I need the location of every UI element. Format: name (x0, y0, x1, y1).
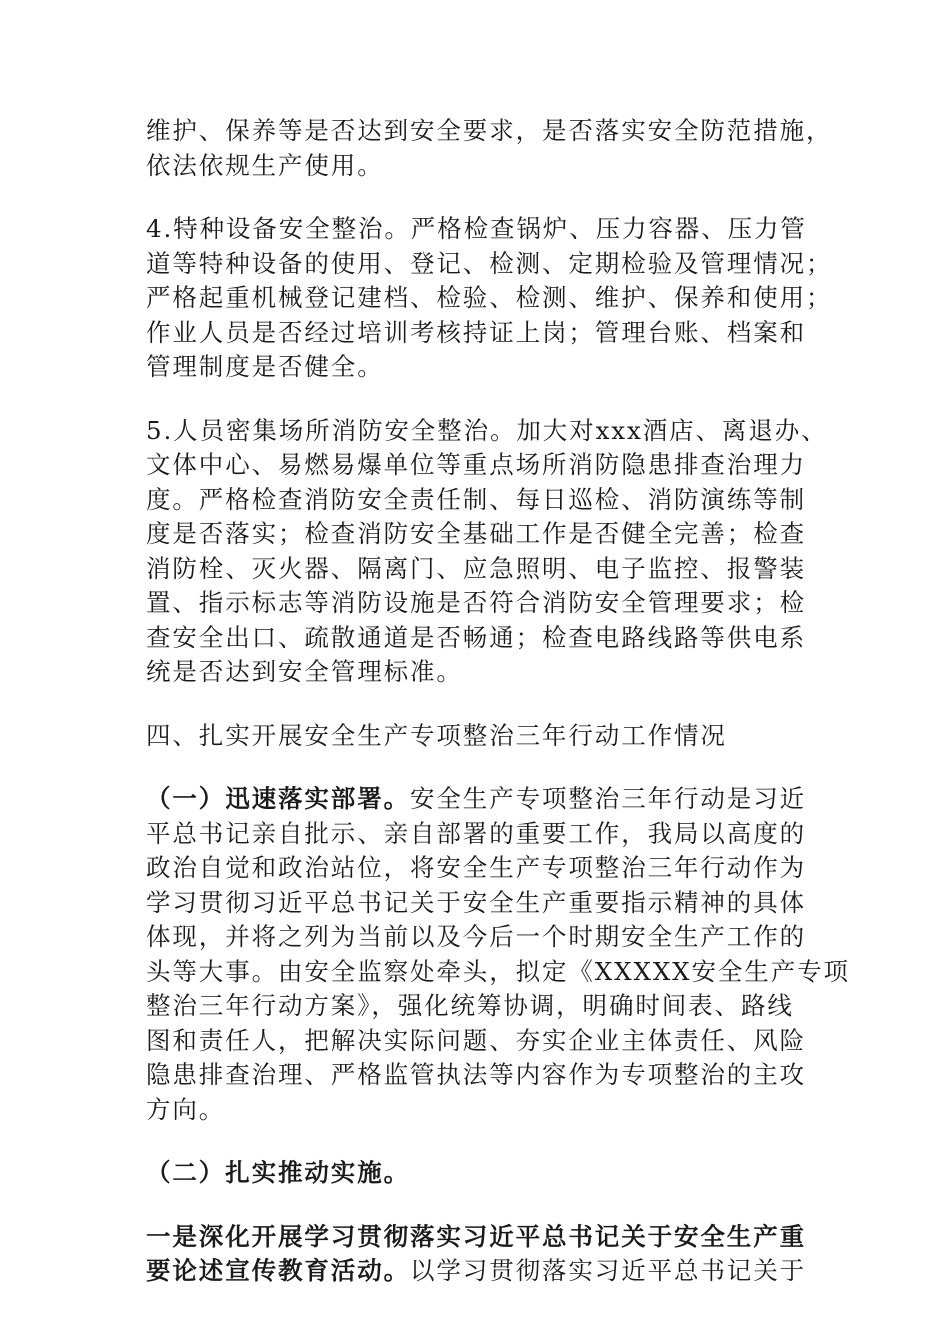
bold-heading: （二）扎实推动实施。 (146, 1158, 410, 1187)
section-heading-four (146, 719, 806, 754)
text-line: 四、扎实开展安全生产专项整治三年行动工作情况 (146, 720, 727, 750)
text-line: 政治自觉和政治站位，将安全生产专项整治三年行动作为 (146, 853, 806, 882)
text-line: 4.特种设备安全整治。严格检查锅炉、压力容器、压力管 (146, 214, 807, 243)
paragraph-gap (146, 1127, 806, 1156)
document-page (146, 114, 850, 1289)
bold-lead: 要论述宣传教育活动。 (146, 1256, 410, 1285)
text-line: 文体中心、易燃易爆单位等重点场所消防隐患排查治理力 (146, 450, 806, 479)
paragraph-fire-safety (146, 414, 828, 690)
text-line: 方向。 (146, 1094, 226, 1124)
text-line: 图和责任人，把解决实际问题、夯实企业主体责任、风险 (146, 1025, 806, 1055)
text-line: 依法依规生产使用。 (146, 150, 384, 180)
text-line: 平总书记亲自批示、亲自部署的重要工作，我局以高度的 (146, 818, 806, 848)
text-line: 学习贯彻习近平总书记关于安全生产重要指示精神的具体 (146, 887, 806, 917)
text-run: 以学习贯彻落实习近平总书记关于 (410, 1256, 806, 1285)
bold-line: 一是深化开展学习贯彻落实习近平总书记关于安全生产重 (146, 1221, 806, 1251)
text-line: 体现，并将之列为当前以及今后一个时期安全生产工作的 (146, 922, 806, 951)
text-line: 头等大事。由安全监察处牵头，拟定《XXXXX安全生产专项 (146, 956, 850, 986)
subheading-implementation (146, 1156, 806, 1191)
paragraph-gap (146, 753, 806, 782)
paragraph-education-activity (146, 1220, 806, 1289)
text-line: 道等特种设备的使用、登记、检测、定期检验及管理情况； (146, 248, 833, 278)
text-line: 隐患排查治理、严格监管执法等内容作为专项整治的主攻 (146, 1060, 806, 1089)
text-line: 整治三年行动方案》，强化统筹协调，明确时间表、路线 (146, 991, 794, 1020)
text-line: 置、指示标志等消防设施是否符合消防安全管理要求；检 (146, 588, 806, 617)
text-line: 管理制度是否健全。 (146, 352, 384, 381)
bold-lead: （一）迅速落实部署。 (146, 784, 410, 813)
text-line: 维护、保养等是否达到安全要求，是否落实安全防范措施， (146, 116, 833, 145)
paragraph-gap (146, 385, 806, 414)
text-line: 严格起重机械登记建档、检验、检测、维护、保养和使用； (146, 283, 833, 312)
text-run: 安全生产专项整治三年行动是习近 (410, 784, 806, 813)
text-line: 统是否达到安全管理标准。 (146, 657, 463, 686)
text-line: 度是否落实；检查消防安全基础工作是否健全完善；检查 (146, 519, 806, 548)
text-line (146, 1254, 806, 1289)
text-line: 度。严格检查消防安全责任制、每日巡检、消防演练等制 (146, 484, 806, 514)
text-line: 作业人员是否经过培训考核持证上岗；管理台账、档案和 (146, 317, 806, 347)
paragraph-gap (146, 1191, 806, 1220)
text-line: 消防栓、灭火器、隔离门、应急照明、电子监控、报警装 (146, 553, 806, 583)
paragraph-special-equipment (146, 212, 833, 385)
paragraph-gap (146, 183, 806, 212)
text-line: 查安全出口、疏散通道是否畅通；检查电路线路等供电系 (146, 622, 806, 652)
paragraph-rapid-deployment (146, 782, 850, 1127)
text-line: 5.人员密集场所消防安全整治。加大对xxx酒店、离退办、 (146, 415, 828, 445)
paragraph-equipment-maintenance (146, 114, 833, 183)
text-line (146, 782, 806, 817)
paragraph-gap (146, 690, 806, 719)
